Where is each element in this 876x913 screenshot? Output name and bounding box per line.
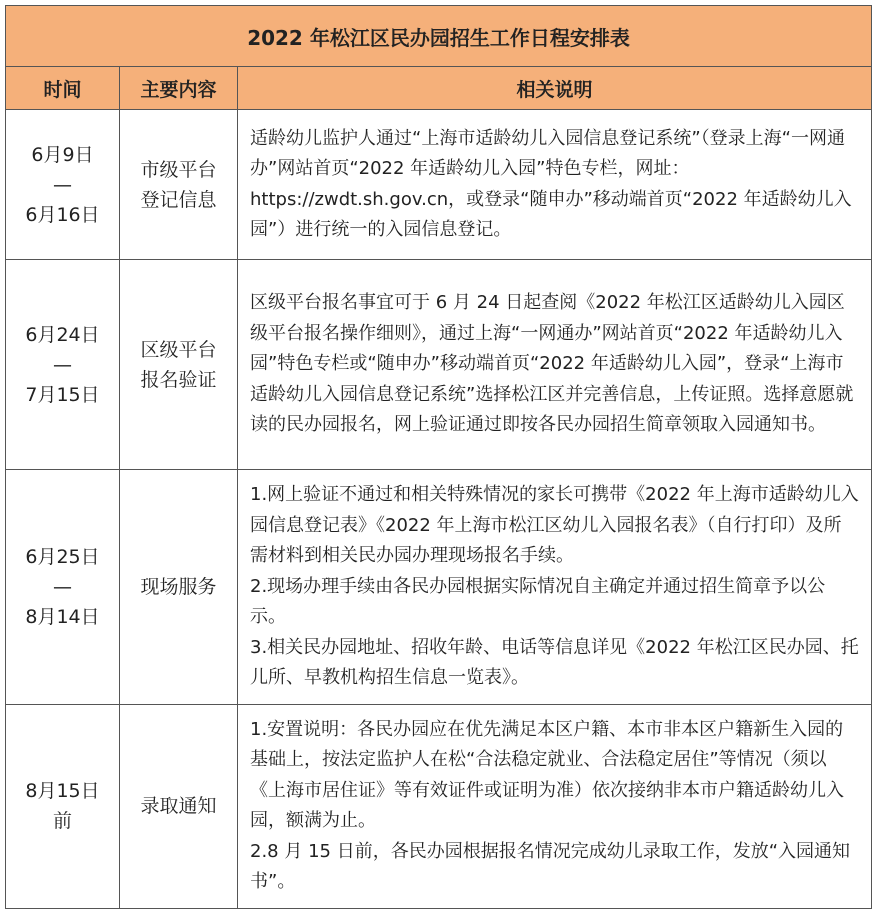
time-start: 6月24日 [25,323,100,346]
content-line: 登记信息 [140,188,217,211]
table-row [6,704,872,908]
time-start: 6月9日 [31,143,94,166]
time-end: 6月16日 [25,203,100,226]
desc-paragraph: 1.网上验证不通过和相关特殊情况的家长可携带《2022 年上海市适龄幼儿入园信息登记表》《2022 年上海市松江区幼儿入园报名表》（自行打印）及所需材料到相关民办园办理现场报名手续。 [250,484,859,566]
header-desc: 相关说明 [238,67,872,110]
time-cell [6,110,120,260]
content-line: 报名验证 [140,368,217,391]
time-suffix: 前 [52,810,72,832]
time-start: 6月25日 [25,545,100,568]
content-line: 市级平台 [140,158,217,181]
time-dash: — [53,575,72,598]
time-end: 7月15日 [25,383,100,406]
desc-paragraph: 1.安置说明：各民办园应在优先满足本区户籍、本市非本区户籍新生入园的基础上，按法定监护人在松“合法稳定就业、合法稳定居住”等情况（须以《上海市居住证》等有效证件或证明为准）依次接纳非本市户籍适龄幼儿入园，额满为止。 [250,718,844,831]
desc-paragraph: 2.现场办理手续由各民办园根据实际情况自主确定并通过招生简章予以公示。 [250,575,826,627]
desc-cell [238,260,872,470]
content-cell [120,260,238,470]
time-cell [6,470,120,705]
time-end: 8月14日 [25,605,100,628]
table-row [6,470,872,705]
desc-cell [238,704,872,908]
time-cell [6,260,120,470]
schedule-table [5,5,872,909]
content-cell [120,110,238,260]
content-line: 现场服务 [140,575,217,598]
time-dash: — [53,353,72,376]
desc-paragraph: 区级平台报名事宜可于 6 月 24 日起查阅《2022 年松江区适龄幼儿入园区级平台报名操作细则》，通过上海“一网通办”网站首页“2022 年适龄幼儿入园”特色专栏或“随申办”移动端首页“2022 年适龄幼儿入园”，登录“上海市适龄幼儿入园信息登记系统”选择松江区并完善信息，上传证照。选择意愿就读的民办园报名，网上验证通过即按各民办园招生简章领取入园通知书。 [250,292,854,436]
time-dash: — [53,173,72,196]
desc-paragraph: 3.相关民办园地址、招收年龄、电话等信息详见《2022 年松江区民办园、托儿所、早教机构招生信息一览表》。 [250,636,859,688]
desc-paragraph: 适龄幼儿监护人通过“上海市适龄幼儿入园信息登记系统”（登录上海“一网通办”网站首页“2022 年适龄幼儿入园”特色专栏，网址：https://zwdt.sh.gov.cn，或登录“随申办”移动端首页“2022 年适龄幼儿入园”）进行统一的入园信息登记。 [250,127,852,240]
table-row [6,260,872,470]
desc-cell [238,110,872,260]
header-content: 主要内容 [120,67,238,110]
table-row [6,110,872,260]
content-cell [120,704,238,908]
header-time: 时间 [6,67,120,110]
time-start: 8月15日 [25,780,100,802]
time-cell [6,704,120,908]
desc-cell [238,470,872,705]
table-title: 2022 年松江区民办园招生工作日程安排表 [6,6,872,67]
content-line: 区级平台 [140,338,217,361]
desc-paragraph: 2.8 月 15 日前，各民办园根据报名情况完成幼儿录取工作，发放“入园通知书”。 [250,840,851,892]
content-line: 录取通知 [140,795,217,817]
content-cell [120,470,238,705]
